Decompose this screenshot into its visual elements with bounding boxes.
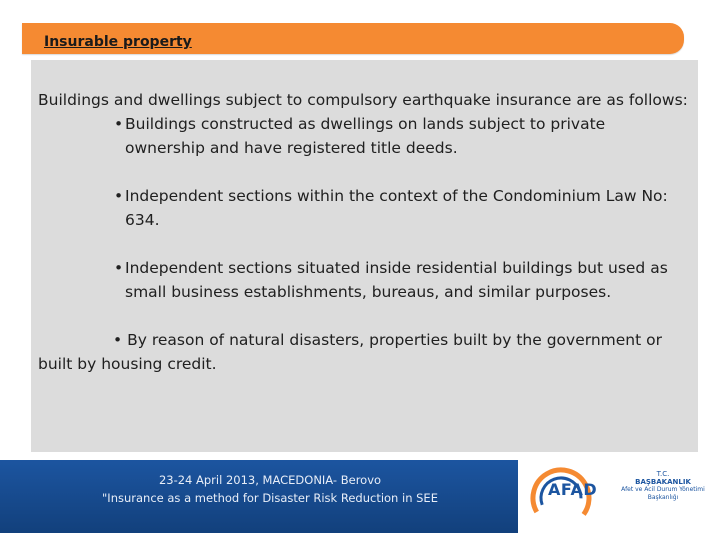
bullet-mark: •: [114, 115, 124, 133]
agency-name: [617, 470, 709, 502]
bullet-text: Independent sections situated inside residential buildings but used as small business establishments, bureaus, and similar purposes.: [125, 259, 668, 301]
footer-title-line: "Insurance as a method for Disaster Risk Reduction in SEE: [102, 491, 438, 505]
bullet-mark: •: [113, 331, 123, 349]
footer-event-line: 23-24 April 2013, MACEDONIA- Berovo: [158, 473, 382, 487]
bullet-text: Independent sections within the context of the Condominium Law No: 634.: [125, 187, 668, 229]
afad-logo-text: AFAD: [548, 480, 598, 499]
agency-line-2: BAŞBAKANLIK: [635, 478, 691, 486]
bullet-item: [38, 328, 690, 376]
bullet-item: [38, 256, 690, 304]
bullet-mark: •: [114, 187, 124, 205]
slide-title: Insurable property: [44, 34, 192, 50]
content-text: [38, 88, 690, 376]
footer: [0, 460, 720, 540]
bullet-item: [38, 112, 690, 160]
bullet-item: [38, 184, 690, 232]
agency-line-1: T.C.: [656, 470, 670, 478]
bullet-text: By reason of natural disasters, properties built by the government or built by housing credit.: [38, 331, 662, 373]
intro-text: Buildings and dwellings subject to compulsory earthquake insurance are as follows:: [38, 91, 688, 109]
bullet-mark: •: [114, 259, 124, 277]
agency-line-3: Afet ve Acil Durum Yönetimi Başkanlığı: [621, 486, 705, 501]
bullet-text: Buildings constructed as dwellings on lands subject to private ownership and have registered title deeds.: [125, 115, 606, 157]
